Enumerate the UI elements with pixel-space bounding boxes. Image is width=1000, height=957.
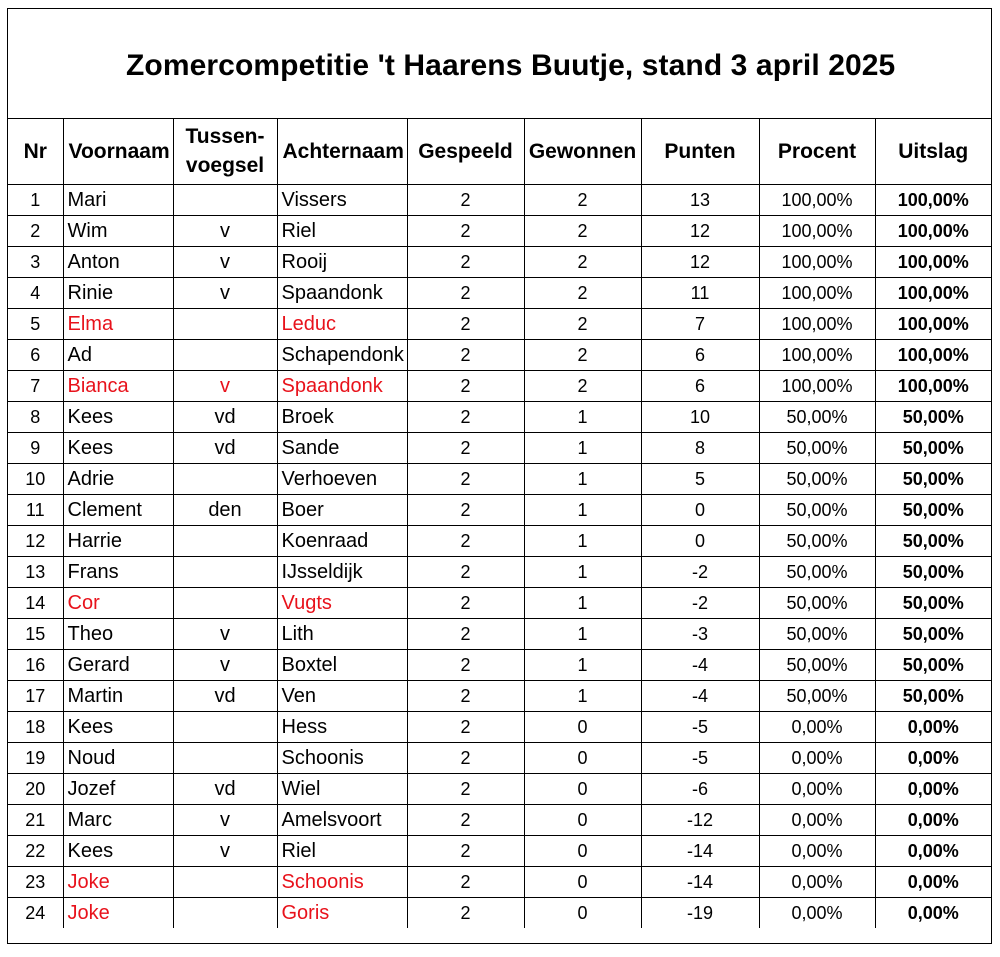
header-tussenvoegsel-line2: voegsel — [185, 154, 265, 177]
cell-gewonnen[interactable]: 0 — [524, 774, 641, 805]
table-row — [8, 619, 991, 650]
cell-achternaam[interactable]: Verhoeven — [277, 464, 407, 495]
cell-uitslag[interactable]: 100,00% — [875, 371, 991, 402]
cell-voornaam[interactable]: Theo — [63, 619, 173, 650]
cell-nr[interactable]: 13 — [8, 557, 63, 588]
cell-uitslag[interactable]: 100,00% — [875, 216, 991, 247]
cell-nr[interactable]: 7 — [8, 371, 63, 402]
cell-procent[interactable]: 50,00% — [759, 526, 875, 557]
cell-punten[interactable]: -14 — [641, 867, 759, 898]
cell-uitslag[interactable]: 0,00% — [875, 836, 991, 867]
cell-tussenvoegsel[interactable]: v — [173, 371, 277, 402]
cell-punten[interactable]: 7 — [641, 309, 759, 340]
cell-gespeeld[interactable]: 2 — [407, 309, 524, 340]
cell-procent[interactable]: 100,00% — [759, 340, 875, 371]
cell-uitslag[interactable]: 50,00% — [875, 681, 991, 712]
cell-gespeeld[interactable]: 2 — [407, 247, 524, 278]
table-row — [8, 557, 991, 588]
cell-tussenvoegsel[interactable]: v — [173, 805, 277, 836]
cell-gewonnen[interactable]: 2 — [524, 216, 641, 247]
cell-gespeeld[interactable]: 2 — [407, 836, 524, 867]
cell-punten[interactable]: -19 — [641, 898, 759, 929]
cell-tussenvoegsel[interactable] — [173, 185, 277, 216]
cell-tussenvoegsel[interactable]: v — [173, 619, 277, 650]
cell-voornaam[interactable]: Elma — [63, 309, 173, 340]
cell-punten[interactable]: 6 — [641, 371, 759, 402]
table-row — [8, 185, 991, 216]
cell-procent[interactable]: 100,00% — [759, 247, 875, 278]
cell-uitslag[interactable]: 0,00% — [875, 774, 991, 805]
table-row — [8, 712, 991, 743]
cell-achternaam[interactable]: Amelsvoort — [277, 805, 407, 836]
cell-uitslag[interactable]: 0,00% — [875, 898, 991, 929]
cell-gespeeld[interactable]: 2 — [407, 588, 524, 619]
cell-procent[interactable]: 0,00% — [759, 712, 875, 743]
cell-nr[interactable]: 19 — [8, 743, 63, 774]
cell-punten[interactable]: -2 — [641, 588, 759, 619]
header-procent[interactable]: Procent — [759, 118, 875, 185]
standings-table — [8, 118, 991, 928]
cell-uitslag[interactable]: 0,00% — [875, 743, 991, 774]
cell-voornaam[interactable]: Marc — [63, 805, 173, 836]
cell-gewonnen[interactable]: 2 — [524, 247, 641, 278]
cell-uitslag[interactable]: 50,00% — [875, 619, 991, 650]
cell-gewonnen[interactable]: 1 — [524, 650, 641, 681]
standings-sheet — [7, 8, 992, 944]
cell-achternaam[interactable]: Rooij — [277, 247, 407, 278]
page-title: Zomercompetitie 't Haarens Buutje, stand 3 april 2025 — [126, 49, 896, 82]
cell-gewonnen[interactable]: 1 — [524, 619, 641, 650]
cell-tussenvoegsel[interactable] — [173, 526, 277, 557]
cell-procent[interactable]: 50,00% — [759, 402, 875, 433]
cell-nr[interactable]: 20 — [8, 774, 63, 805]
cell-achternaam[interactable]: Schoonis — [277, 867, 407, 898]
cell-procent[interactable]: 100,00% — [759, 309, 875, 340]
cell-tussenvoegsel[interactable] — [173, 712, 277, 743]
cell-procent[interactable]: 0,00% — [759, 743, 875, 774]
cell-punten[interactable]: -12 — [641, 805, 759, 836]
cell-achternaam[interactable]: Vugts — [277, 588, 407, 619]
cell-uitslag[interactable]: 50,00% — [875, 588, 991, 619]
cell-nr[interactable]: 4 — [8, 278, 63, 309]
table-row — [8, 774, 991, 805]
header-punten[interactable]: Punten — [641, 118, 759, 185]
cell-gewonnen[interactable]: 2 — [524, 309, 641, 340]
cell-punten[interactable]: -5 — [641, 712, 759, 743]
cell-procent[interactable]: 0,00% — [759, 898, 875, 929]
cell-nr[interactable]: 15 — [8, 619, 63, 650]
cell-achternaam[interactable]: Koenraad — [277, 526, 407, 557]
cell-nr[interactable]: 12 — [8, 526, 63, 557]
cell-voornaam[interactable]: Noud — [63, 743, 173, 774]
cell-voornaam[interactable]: Adrie — [63, 464, 173, 495]
cell-tussenvoegsel[interactable] — [173, 588, 277, 619]
header-voornaam[interactable]: Voornaam — [63, 118, 173, 185]
cell-tussenvoegsel[interactable]: v — [173, 247, 277, 278]
cell-voornaam[interactable]: Kees — [63, 402, 173, 433]
cell-uitslag[interactable]: 100,00% — [875, 340, 991, 371]
table-row — [8, 681, 991, 712]
cell-gewonnen[interactable]: 0 — [524, 712, 641, 743]
cell-procent[interactable]: 100,00% — [759, 185, 875, 216]
cell-procent[interactable]: 0,00% — [759, 836, 875, 867]
cell-uitslag[interactable]: 50,00% — [875, 402, 991, 433]
cell-gewonnen[interactable]: 0 — [524, 743, 641, 774]
cell-achternaam[interactable]: Boxtel — [277, 650, 407, 681]
cell-achternaam[interactable]: Schoonis — [277, 743, 407, 774]
cell-uitslag[interactable]: 50,00% — [875, 557, 991, 588]
cell-gespeeld[interactable]: 2 — [407, 805, 524, 836]
cell-voornaam[interactable]: Mari — [63, 185, 173, 216]
cell-nr[interactable]: 10 — [8, 464, 63, 495]
cell-achternaam[interactable]: Vissers — [277, 185, 407, 216]
cell-achternaam[interactable]: IJsseldijk — [277, 557, 407, 588]
cell-nr[interactable]: 2 — [8, 216, 63, 247]
header-uitslag[interactable]: Uitslag — [875, 118, 991, 185]
cell-procent[interactable]: 100,00% — [759, 278, 875, 309]
cell-voornaam[interactable]: Harrie — [63, 526, 173, 557]
cell-procent[interactable]: 50,00% — [759, 464, 875, 495]
table-row — [8, 371, 991, 402]
table-row — [8, 743, 991, 774]
cell-nr[interactable]: 3 — [8, 247, 63, 278]
cell-punten[interactable]: -14 — [641, 836, 759, 867]
cell-procent[interactable]: 50,00% — [759, 495, 875, 526]
cell-voornaam[interactable]: Frans — [63, 557, 173, 588]
cell-uitslag[interactable]: 0,00% — [875, 712, 991, 743]
cell-procent[interactable]: 0,00% — [759, 774, 875, 805]
cell-procent[interactable]: 50,00% — [759, 650, 875, 681]
cell-gespeeld[interactable]: 2 — [407, 340, 524, 371]
cell-gewonnen[interactable]: 0 — [524, 805, 641, 836]
cell-achternaam[interactable]: Spaandonk — [277, 371, 407, 402]
cell-achternaam[interactable]: Sande — [277, 433, 407, 464]
cell-uitslag[interactable]: 100,00% — [875, 309, 991, 340]
cell-gespeeld[interactable]: 2 — [407, 526, 524, 557]
cell-achternaam[interactable]: Ven — [277, 681, 407, 712]
cell-nr[interactable]: 18 — [8, 712, 63, 743]
cell-voornaam[interactable]: Joke — [63, 867, 173, 898]
cell-gespeeld[interactable]: 2 — [407, 433, 524, 464]
cell-uitslag[interactable]: 50,00% — [875, 495, 991, 526]
cell-gespeeld[interactable]: 2 — [407, 557, 524, 588]
cell-nr[interactable]: 8 — [8, 402, 63, 433]
cell-gespeeld[interactable]: 2 — [407, 774, 524, 805]
cell-tussenvoegsel[interactable]: v — [173, 216, 277, 247]
cell-punten[interactable]: 5 — [641, 464, 759, 495]
cell-voornaam[interactable]: Anton — [63, 247, 173, 278]
cell-achternaam[interactable]: Spaandonk — [277, 278, 407, 309]
cell-punten[interactable]: 0 — [641, 526, 759, 557]
table-row — [8, 402, 991, 433]
cell-voornaam[interactable]: Ad — [63, 340, 173, 371]
cell-achternaam[interactable]: Schapendonk — [277, 340, 407, 371]
cell-gewonnen[interactable]: 2 — [524, 278, 641, 309]
header-gewonnen[interactable]: Gewonnen — [524, 118, 641, 185]
cell-procent[interactable]: 50,00% — [759, 557, 875, 588]
header-nr[interactable]: Nr — [8, 118, 63, 185]
cell-punten[interactable]: -5 — [641, 743, 759, 774]
table-row — [8, 805, 991, 836]
table-row — [8, 495, 991, 526]
cell-achternaam[interactable]: Hess — [277, 712, 407, 743]
cell-achternaam[interactable]: Leduc — [277, 309, 407, 340]
cell-tussenvoegsel[interactable]: v — [173, 650, 277, 681]
table-row — [8, 526, 991, 557]
cell-procent[interactable]: 100,00% — [759, 216, 875, 247]
cell-gespeeld[interactable]: 2 — [407, 681, 524, 712]
table-row — [8, 650, 991, 681]
cell-nr[interactable]: 11 — [8, 495, 63, 526]
cell-gespeeld[interactable]: 2 — [407, 278, 524, 309]
cell-punten[interactable]: 0 — [641, 495, 759, 526]
cell-nr[interactable]: 17 — [8, 681, 63, 712]
header-gespeeld[interactable]: Gespeeld — [407, 118, 524, 185]
cell-procent[interactable]: 50,00% — [759, 681, 875, 712]
cell-gespeeld[interactable]: 2 — [407, 185, 524, 216]
table-row — [8, 247, 991, 278]
cell-gespeeld[interactable]: 2 — [407, 619, 524, 650]
cell-procent[interactable]: 100,00% — [759, 371, 875, 402]
cell-tussenvoegsel[interactable]: vd — [173, 402, 277, 433]
cell-voornaam[interactable]: Jozef — [63, 774, 173, 805]
cell-punten[interactable]: 11 — [641, 278, 759, 309]
cell-punten[interactable]: -2 — [641, 557, 759, 588]
cell-gewonnen[interactable]: 1 — [524, 557, 641, 588]
cell-nr[interactable]: 16 — [8, 650, 63, 681]
table-row — [8, 836, 991, 867]
cell-tussenvoegsel[interactable] — [173, 867, 277, 898]
cell-gespeeld[interactable]: 2 — [407, 464, 524, 495]
cell-nr[interactable]: 14 — [8, 588, 63, 619]
cell-achternaam[interactable]: Broek — [277, 402, 407, 433]
cell-punten[interactable]: -4 — [641, 681, 759, 712]
cell-gewonnen[interactable]: 2 — [524, 185, 641, 216]
cell-gespeeld[interactable]: 2 — [407, 371, 524, 402]
cell-uitslag[interactable]: 100,00% — [875, 185, 991, 216]
table-row — [8, 216, 991, 247]
cell-procent[interactable]: 50,00% — [759, 619, 875, 650]
cell-gewonnen[interactable]: 1 — [524, 526, 641, 557]
cell-gewonnen[interactable]: 0 — [524, 867, 641, 898]
cell-nr[interactable]: 24 — [8, 898, 63, 929]
cell-gewonnen[interactable]: 1 — [524, 402, 641, 433]
table-row — [8, 588, 991, 619]
cell-gespeeld[interactable]: 2 — [407, 402, 524, 433]
header-tussenvoegsel-line1: Tussen- — [185, 125, 265, 148]
cell-uitslag[interactable]: 0,00% — [875, 805, 991, 836]
cell-uitslag[interactable]: 50,00% — [875, 526, 991, 557]
cell-voornaam[interactable]: Wim — [63, 216, 173, 247]
cell-voornaam[interactable]: Bianca — [63, 371, 173, 402]
cell-achternaam[interactable]: Riel — [277, 836, 407, 867]
cell-uitslag[interactable]: 100,00% — [875, 247, 991, 278]
cell-uitslag[interactable]: 50,00% — [875, 650, 991, 681]
cell-voornaam[interactable]: Rinie — [63, 278, 173, 309]
cell-achternaam[interactable]: Lith — [277, 619, 407, 650]
cell-tussenvoegsel[interactable]: vd — [173, 433, 277, 464]
cell-tussenvoegsel[interactable] — [173, 309, 277, 340]
cell-achternaam[interactable]: Goris — [277, 898, 407, 929]
cell-tussenvoegsel[interactable]: v — [173, 278, 277, 309]
cell-procent[interactable]: 50,00% — [759, 433, 875, 464]
cell-procent[interactable]: 0,00% — [759, 805, 875, 836]
cell-punten[interactable]: -3 — [641, 619, 759, 650]
table-row — [8, 340, 991, 371]
cell-gewonnen[interactable]: 2 — [524, 371, 641, 402]
standings-body — [8, 185, 991, 929]
cell-punten[interactable]: 12 — [641, 247, 759, 278]
cell-gespeeld[interactable]: 2 — [407, 898, 524, 929]
cell-uitslag[interactable]: 50,00% — [875, 464, 991, 495]
cell-achternaam[interactable]: Riel — [277, 216, 407, 247]
cell-uitslag[interactable]: 50,00% — [875, 433, 991, 464]
cell-voornaam[interactable]: Martin — [63, 681, 173, 712]
header-row — [8, 118, 991, 185]
cell-tussenvoegsel[interactable] — [173, 464, 277, 495]
cell-gespeeld[interactable]: 2 — [407, 495, 524, 526]
cell-gewonnen[interactable]: 1 — [524, 588, 641, 619]
table-row — [8, 309, 991, 340]
cell-tussenvoegsel[interactable]: v — [173, 836, 277, 867]
cell-gewonnen[interactable]: 0 — [524, 836, 641, 867]
cell-punten[interactable]: -6 — [641, 774, 759, 805]
cell-procent[interactable]: 50,00% — [759, 588, 875, 619]
cell-tussenvoegsel[interactable] — [173, 340, 277, 371]
header-achternaam[interactable]: Achternaam — [277, 118, 407, 185]
cell-voornaam[interactable]: Cor — [63, 588, 173, 619]
cell-uitslag[interactable]: 0,00% — [875, 867, 991, 898]
cell-achternaam[interactable]: Wiel — [277, 774, 407, 805]
cell-nr[interactable]: 22 — [8, 836, 63, 867]
cell-nr[interactable]: 23 — [8, 867, 63, 898]
cell-nr[interactable]: 5 — [8, 309, 63, 340]
cell-voornaam[interactable]: Clement — [63, 495, 173, 526]
cell-punten[interactable]: 12 — [641, 216, 759, 247]
cell-uitslag[interactable]: 100,00% — [875, 278, 991, 309]
cell-tussenvoegsel[interactable] — [173, 557, 277, 588]
cell-nr[interactable]: 6 — [8, 340, 63, 371]
table-row — [8, 278, 991, 309]
cell-achternaam[interactable]: Boer — [277, 495, 407, 526]
cell-voornaam[interactable]: Kees — [63, 712, 173, 743]
cell-punten[interactable]: 13 — [641, 185, 759, 216]
cell-gespeeld[interactable]: 2 — [407, 712, 524, 743]
cell-procent[interactable]: 0,00% — [759, 867, 875, 898]
cell-nr[interactable]: 9 — [8, 433, 63, 464]
cell-tussenvoegsel[interactable]: vd — [173, 774, 277, 805]
cell-gewonnen[interactable]: 1 — [524, 464, 641, 495]
table-row — [8, 433, 991, 464]
cell-tussenvoegsel[interactable]: vd — [173, 681, 277, 712]
cell-voornaam[interactable]: Kees — [63, 836, 173, 867]
cell-gespeeld[interactable]: 2 — [407, 216, 524, 247]
cell-gewonnen[interactable]: 1 — [524, 495, 641, 526]
title-row — [8, 9, 991, 119]
cell-nr[interactable]: 1 — [8, 185, 63, 216]
cell-tussenvoegsel[interactable]: den — [173, 495, 277, 526]
cell-voornaam[interactable]: Gerard — [63, 650, 173, 681]
cell-voornaam[interactable]: Kees — [63, 433, 173, 464]
cell-gespeeld[interactable]: 2 — [407, 650, 524, 681]
table-row — [8, 464, 991, 495]
cell-nr[interactable]: 21 — [8, 805, 63, 836]
table-row — [8, 898, 991, 929]
cell-gespeeld[interactable]: 2 — [407, 867, 524, 898]
cell-punten[interactable]: 8 — [641, 433, 759, 464]
cell-gewonnen[interactable]: 0 — [524, 898, 641, 929]
cell-punten[interactable]: 10 — [641, 402, 759, 433]
cell-voornaam[interactable]: Joke — [63, 898, 173, 929]
cell-punten[interactable]: 6 — [641, 340, 759, 371]
cell-tussenvoegsel[interactable] — [173, 898, 277, 929]
header-tussenvoegsel[interactable] — [173, 118, 277, 185]
cell-gespeeld[interactable]: 2 — [407, 743, 524, 774]
table-row — [8, 867, 991, 898]
cell-punten[interactable]: -4 — [641, 650, 759, 681]
cell-gewonnen[interactable]: 2 — [524, 340, 641, 371]
cell-gewonnen[interactable]: 1 — [524, 433, 641, 464]
cell-tussenvoegsel[interactable] — [173, 743, 277, 774]
cell-gewonnen[interactable]: 1 — [524, 681, 641, 712]
